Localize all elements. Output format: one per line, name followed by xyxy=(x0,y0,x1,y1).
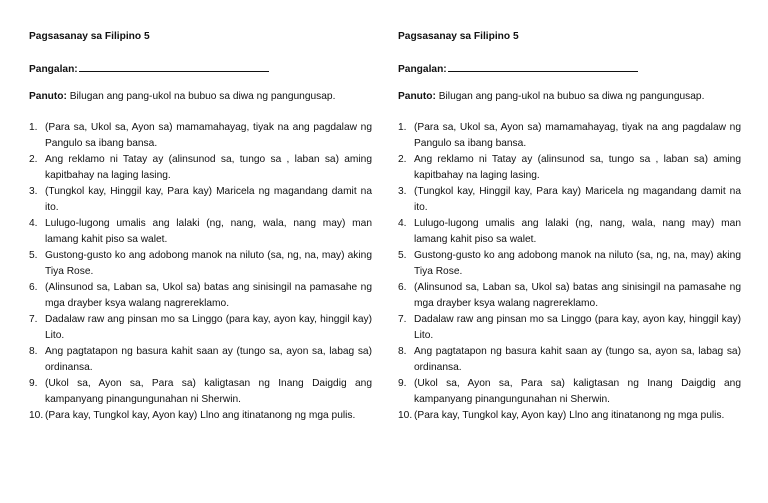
worksheet-title: Pagsasanay sa Filipino 5 xyxy=(398,31,519,42)
exercise-item xyxy=(29,216,372,248)
exercise-item xyxy=(398,376,741,408)
item-text: Lulugo-lugong umalis ang lalaki (ng, nang, wala, nang may) man lamang kahit piso sa walet. xyxy=(45,218,372,245)
exercise-item xyxy=(398,408,741,424)
item-text: (Tungkol kay, Hinggil kay, Para kay) Maricela ng magandang damit na ito. xyxy=(45,186,372,213)
exercise-list xyxy=(398,120,741,424)
name-label: Pangalan: xyxy=(29,64,78,75)
item-text: Dadalaw raw ang pinsan mo sa Linggo (para kay, ayon kay, hinggil kay) Lito. xyxy=(45,314,372,341)
exercise-item xyxy=(398,312,741,344)
item-number: 1. xyxy=(398,122,407,133)
item-text: (Tungkol kay, Hinggil kay, Para kay) Maricela ng magandang damit na ito. xyxy=(414,186,741,213)
item-text: Ang reklamo ni Tatay ay (alinsunod sa, tungo sa , laban sa) aming kapitbahay na laging lasing. xyxy=(45,154,372,181)
item-text: Ang pagtatapon ng basura kahit saan ay (tungo sa, ayon sa, labag sa) ordinansa. xyxy=(45,346,372,373)
exercise-item xyxy=(398,344,741,376)
exercise-item xyxy=(29,312,372,344)
item-number: 2. xyxy=(29,154,38,165)
item-text: Gustong-gusto ko ang adobong manok na niluto (sa, ng, na, may) aking Tiya Rose. xyxy=(45,250,372,277)
item-number: 3. xyxy=(29,186,38,197)
instructions-text: Bilugan ang pang-ukol na bubuo sa diwa ng pangungusap. xyxy=(66,91,336,102)
item-text: Lulugo-lugong umalis ang lalaki (ng, nang, wala, nang may) man lamang kahit piso sa walet. xyxy=(414,218,741,245)
item-number: 6. xyxy=(29,282,38,293)
item-text: Ang reklamo ni Tatay ay (alinsunod sa, tungo sa , laban sa) aming kapitbahay na laging lasing. xyxy=(414,154,741,181)
item-text: (Para sa, Ukol sa, Ayon sa) mamamahayag, tiyak na ang pagdalaw ng Pangulo sa ibang bansa. xyxy=(45,122,372,149)
item-text: (Ukol sa, Ayon sa, Para sa) kaligtasan ng Inang Daigdig ang kampanyang pinangungunahan ni Sherwin. xyxy=(45,378,372,405)
exercise-item xyxy=(29,152,372,184)
item-text: (Alinsunod sa, Laban sa, Ukol sa) batas ang sinisingil na pamasahe ng mga drayber ksya walang nagrereklamo. xyxy=(414,282,741,309)
instructions-text: Bilugan ang pang-ukol na bubuo sa diwa ng pangungusap. xyxy=(435,91,705,102)
name-blank-line xyxy=(448,59,638,72)
item-number: 10. xyxy=(29,410,44,421)
exercise-list xyxy=(29,120,372,424)
exercise-item xyxy=(398,280,741,312)
instructions xyxy=(29,89,372,105)
item-number: 5. xyxy=(398,250,407,261)
item-number: 7. xyxy=(398,314,407,325)
item-number: 9. xyxy=(29,378,38,389)
instructions-label: Panuto: xyxy=(29,91,67,102)
item-number: 3. xyxy=(398,186,407,197)
worksheet-title: Pagsasanay sa Filipino 5 xyxy=(29,31,150,42)
item-text: (Para sa, Ukol sa, Ayon sa) mamamahayag, tiyak na ang pagdalaw ng Pangulo sa ibang bansa. xyxy=(414,122,741,149)
item-text: Gustong-gusto ko ang adobong manok na niluto (sa, ng, na, may) aking Tiya Rose. xyxy=(414,250,741,277)
exercise-item xyxy=(29,280,372,312)
exercise-item xyxy=(398,216,741,248)
exercise-item xyxy=(29,408,372,424)
item-number: 10. xyxy=(398,410,413,421)
item-number: 2. xyxy=(398,154,407,165)
name-field-row xyxy=(398,59,741,75)
exercise-item xyxy=(398,184,741,216)
exercise-item xyxy=(398,120,741,152)
item-number: 8. xyxy=(398,346,407,357)
name-field-row xyxy=(29,59,372,75)
exercise-item xyxy=(29,376,372,408)
exercise-item xyxy=(398,248,741,280)
item-text: (Para kay, Tungkol kay, Ayon kay) Llno ang itinatanong ng mga pulis. xyxy=(414,410,725,421)
item-text: Ang pagtatapon ng basura kahit saan ay (tungo sa, ayon sa, labag sa) ordinansa. xyxy=(414,346,741,373)
name-label: Pangalan: xyxy=(398,64,447,75)
item-number: 4. xyxy=(29,218,38,229)
exercise-item xyxy=(29,184,372,216)
exercise-item xyxy=(398,152,741,184)
item-number: 4. xyxy=(398,218,407,229)
instructions xyxy=(398,89,741,105)
instructions-label: Panuto: xyxy=(398,91,436,102)
item-text: (Ukol sa, Ayon sa, Para sa) kaligtasan ng Inang Daigdig ang kampanyang pinangungunahan ni Sherwin. xyxy=(414,378,741,405)
worksheet-left xyxy=(29,29,372,424)
item-number: 6. xyxy=(398,282,407,293)
item-number: 9. xyxy=(398,378,407,389)
item-number: 7. xyxy=(29,314,38,325)
item-text: (Alinsunod sa, Laban sa, Ukol sa) batas ang sinisingil na pamasahe ng mga drayber ksya walang nagrereklamo. xyxy=(45,282,372,309)
worksheet-right xyxy=(398,29,741,424)
exercise-item xyxy=(29,344,372,376)
item-number: 8. xyxy=(29,346,38,357)
item-text: (Para kay, Tungkol kay, Ayon kay) Llno ang itinatanong ng mga pulis. xyxy=(45,410,356,421)
item-text: Dadalaw raw ang pinsan mo sa Linggo (para kay, ayon kay, hinggil kay) Lito. xyxy=(414,314,741,341)
name-blank-line xyxy=(79,59,269,72)
item-number: 1. xyxy=(29,122,38,133)
exercise-item xyxy=(29,248,372,280)
item-number: 5. xyxy=(29,250,38,261)
exercise-item xyxy=(29,120,372,152)
